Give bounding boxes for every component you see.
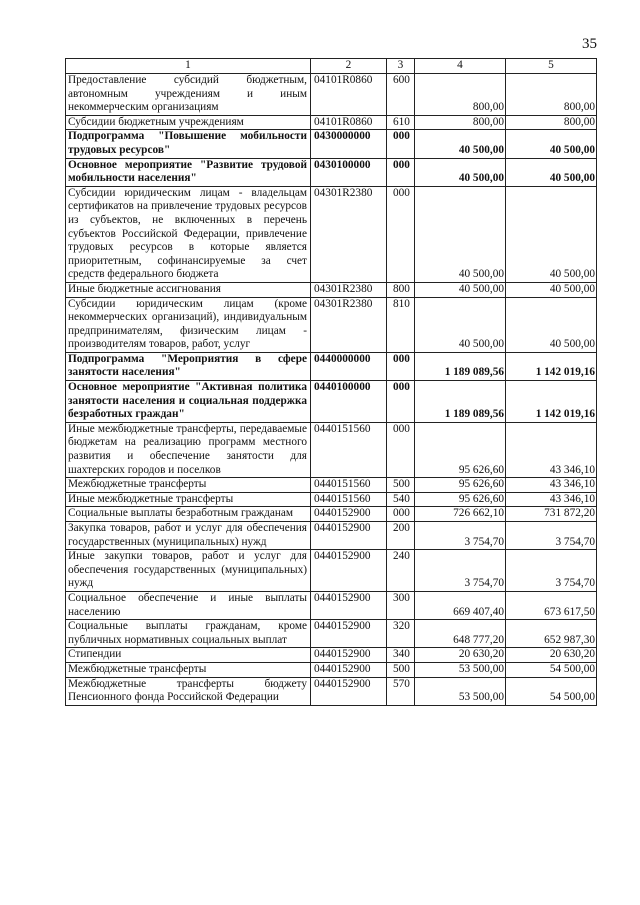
row-code: 0440151560	[311, 478, 387, 493]
budget-table	[65, 58, 597, 706]
row-value-year-1: 95 626,60	[415, 422, 506, 477]
row-name: Социальное обеспечение и иные выплаты населению	[66, 591, 311, 619]
row-value-year-2: 731 872,20	[506, 507, 597, 522]
table-row	[66, 282, 597, 297]
table-row	[66, 478, 597, 493]
row-value-year-1: 53 500,00	[415, 662, 506, 677]
row-vr-code: 000	[387, 186, 415, 282]
row-code: 0440152900	[311, 677, 387, 705]
row-value-year-1: 95 626,60	[415, 492, 506, 507]
table-row	[66, 130, 597, 158]
row-name: Межбюджетные трансферты	[66, 478, 311, 493]
table-row	[66, 186, 597, 282]
row-vr-code: 540	[387, 492, 415, 507]
page-number: 35	[582, 36, 597, 52]
row-code: 04301R2380	[311, 186, 387, 282]
row-code: 04301R2380	[311, 282, 387, 297]
table-row	[66, 522, 597, 550]
row-name: Социальные выплаты безработным гражданам	[66, 507, 311, 522]
row-value-year-2: 40 500,00	[506, 186, 597, 282]
row-code: 0440152900	[311, 522, 387, 550]
row-value-year-2: 673 617,50	[506, 591, 597, 619]
table-row	[66, 662, 597, 677]
row-value-year-2: 3 754,70	[506, 550, 597, 592]
row-value-year-1: 3 754,70	[415, 550, 506, 592]
row-code: 0440151560	[311, 492, 387, 507]
column-number-5: 5	[506, 59, 597, 74]
row-value-year-2: 54 500,00	[506, 677, 597, 705]
row-code: 0440152900	[311, 591, 387, 619]
row-code: 0440152900	[311, 648, 387, 663]
row-name: Иные закупки товаров, работ и услуг для обеспечения государственных (муниципальных) нужд	[66, 550, 311, 592]
row-name: Межбюджетные трансферты	[66, 662, 311, 677]
row-code: 0440152900	[311, 620, 387, 648]
row-value-year-2: 43 346,10	[506, 478, 597, 493]
row-vr-code: 000	[387, 130, 415, 158]
row-vr-code: 570	[387, 677, 415, 705]
row-name: Закупка товаров, работ и услуг для обеспечения государственных (муниципальных) нужд	[66, 522, 311, 550]
row-name: Основное мероприятие "Развитие трудовой мобильности населения"	[66, 158, 311, 186]
row-value-year-2: 800,00	[506, 74, 597, 116]
row-vr-code: 000	[387, 422, 415, 477]
row-name: Субсидии юридическим лицам (кроме некоммерческих организаций), индивидуальным предпринимателям, физическим лицам - производителям товаров, работ, услуг	[66, 297, 311, 352]
column-number-3: 3	[387, 59, 415, 74]
row-value-year-1: 800,00	[415, 74, 506, 116]
row-value-year-1: 3 754,70	[415, 522, 506, 550]
table-row	[66, 591, 597, 619]
row-name: Субсидии юридическим лицам - владельцам сертификатов на привлечение трудовых ресурсов из субъектов, не включенных в перечень субъектов Российской Федерации, привлечение трудовых ресурсов в которые является приоритетным, софинансируемые за счет средств федерального бюджета	[66, 186, 311, 282]
row-value-year-2: 20 630,20	[506, 648, 597, 663]
row-code: 04301R2380	[311, 297, 387, 352]
row-name: Межбюджетные трансферты бюджету Пенсионного фонда Российской Федерации	[66, 677, 311, 705]
row-value-year-1: 40 500,00	[415, 186, 506, 282]
row-value-year-2: 800,00	[506, 115, 597, 130]
column-number-1: 1	[66, 59, 311, 74]
row-vr-code: 000	[387, 158, 415, 186]
row-code: 0440100000	[311, 381, 387, 423]
row-value-year-2: 54 500,00	[506, 662, 597, 677]
row-name: Иные межбюджетные трансферты	[66, 492, 311, 507]
table-row	[66, 297, 597, 352]
row-name: Подпрограмма "Повышение мобильности трудовых ресурсов"	[66, 130, 311, 158]
row-vr-code: 340	[387, 648, 415, 663]
table-row	[66, 422, 597, 477]
row-vr-code: 800	[387, 282, 415, 297]
table-row	[66, 620, 597, 648]
row-name: Социальные выплаты гражданам, кроме публичных нормативных социальных выплат	[66, 620, 311, 648]
row-vr-code: 000	[387, 381, 415, 423]
column-number-4: 4	[415, 59, 506, 74]
row-name: Основное мероприятие "Активная политика занятости населения и социальная поддержка безработных граждан"	[66, 381, 311, 423]
row-value-year-1: 648 777,20	[415, 620, 506, 648]
table-row	[66, 677, 597, 705]
row-value-year-1: 800,00	[415, 115, 506, 130]
column-number-row	[66, 59, 597, 74]
row-vr-code: 610	[387, 115, 415, 130]
row-name: Иные бюджетные ассигнования	[66, 282, 311, 297]
row-name: Иные межбюджетные трансферты, передаваемые бюджетам на реализацию программ местного развития и обеспечение занятости для шахтерских городов и поселков	[66, 422, 311, 477]
row-vr-code: 320	[387, 620, 415, 648]
row-value-year-1: 40 500,00	[415, 282, 506, 297]
row-vr-code: 000	[387, 507, 415, 522]
row-value-year-2: 1 142 019,16	[506, 381, 597, 423]
row-vr-code: 500	[387, 478, 415, 493]
row-value-year-2: 40 500,00	[506, 282, 597, 297]
row-name: Субсидии бюджетным учреждениям	[66, 115, 311, 130]
table-row	[66, 492, 597, 507]
row-value-year-2: 652 987,30	[506, 620, 597, 648]
row-value-year-1: 669 407,40	[415, 591, 506, 619]
row-code: 0440151560	[311, 422, 387, 477]
row-code: 0440152900	[311, 550, 387, 592]
row-value-year-2: 43 346,10	[506, 492, 597, 507]
row-value-year-1: 53 500,00	[415, 677, 506, 705]
row-value-year-1: 1 189 089,56	[415, 352, 506, 380]
table-row	[66, 115, 597, 130]
row-value-year-1: 40 500,00	[415, 130, 506, 158]
row-value-year-2: 40 500,00	[506, 297, 597, 352]
row-code: 04101R0860	[311, 74, 387, 116]
row-value-year-2: 1 142 019,16	[506, 352, 597, 380]
row-vr-code: 300	[387, 591, 415, 619]
row-value-year-2: 40 500,00	[506, 158, 597, 186]
row-name: Стипендии	[66, 648, 311, 663]
row-code: 0430000000	[311, 130, 387, 158]
table-row	[66, 648, 597, 663]
row-vr-code: 200	[387, 522, 415, 550]
table-row	[66, 352, 597, 380]
row-value-year-1: 1 189 089,56	[415, 381, 506, 423]
row-code: 04101R0860	[311, 115, 387, 130]
table-row	[66, 507, 597, 522]
row-value-year-1: 40 500,00	[415, 297, 506, 352]
row-vr-code: 600	[387, 74, 415, 116]
row-code: 0440152900	[311, 507, 387, 522]
row-vr-code: 500	[387, 662, 415, 677]
row-code: 0440152900	[311, 662, 387, 677]
table-row	[66, 381, 597, 423]
row-vr-code: 810	[387, 297, 415, 352]
row-value-year-1: 726 662,10	[415, 507, 506, 522]
budget-table-body	[66, 59, 597, 706]
row-value-year-2: 43 346,10	[506, 422, 597, 477]
table-row	[66, 550, 597, 592]
row-name: Подпрограмма "Мероприятия в сфере занятости населения"	[66, 352, 311, 380]
row-value-year-1: 95 626,60	[415, 478, 506, 493]
row-value-year-1: 40 500,00	[415, 158, 506, 186]
row-value-year-2: 3 754,70	[506, 522, 597, 550]
row-code: 0440000000	[311, 352, 387, 380]
row-vr-code: 000	[387, 352, 415, 380]
row-value-year-2: 40 500,00	[506, 130, 597, 158]
row-value-year-1: 20 630,20	[415, 648, 506, 663]
table-row	[66, 158, 597, 186]
row-vr-code: 240	[387, 550, 415, 592]
table-row	[66, 74, 597, 116]
column-number-2: 2	[311, 59, 387, 74]
row-name: Предоставление субсидий бюджетным, автономным учреждениям и иным некоммерческим организациям	[66, 74, 311, 116]
row-code: 0430100000	[311, 158, 387, 186]
